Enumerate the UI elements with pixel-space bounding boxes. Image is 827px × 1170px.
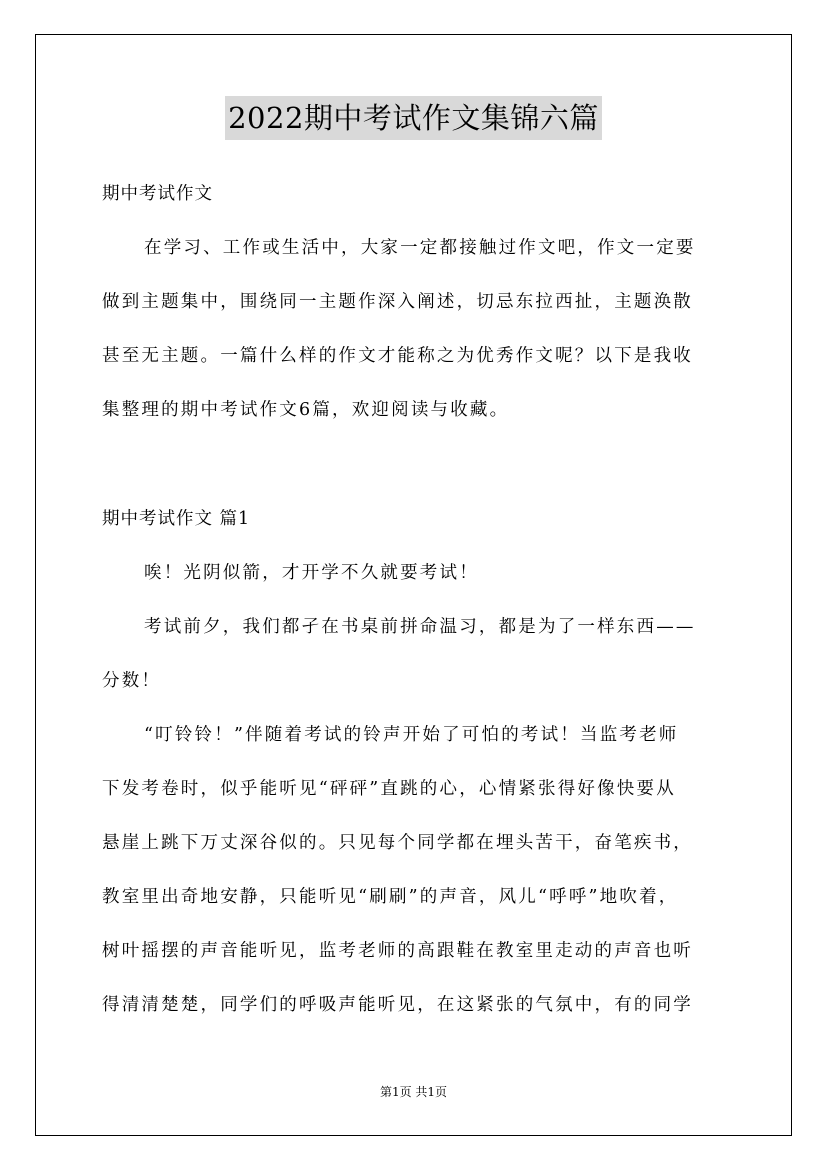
paragraph-line: 下发考卷时，似乎能听见“砰砰”直跳的心，心情紧张得好像快要从 xyxy=(102,779,676,799)
paragraph-line: 考试前夕，我们都孑在书桌前拼命温习，都是为了一样东西—— xyxy=(144,617,696,637)
paragraph-line: 做到主题集中，围绕同一主题作深入阐述，切忌东拉西扯，主题涣散 xyxy=(102,292,693,312)
paragraph-line: 分数！ xyxy=(102,671,162,691)
paragraph-line: 得清清楚楚，同学们的呼吸声能听见，在这紧张的气氛中，有的同学 xyxy=(102,995,693,1015)
page-footer: 第1页 共1页 xyxy=(379,1085,448,1099)
paragraph-line: 甚至无主题。一篇什么样的作文才能称之为优秀作文呢？以下是我收 xyxy=(102,346,693,366)
paragraph-line: 集整理的期中考试作文6篇，欢迎阅读与收藏。 xyxy=(102,400,510,420)
section-heading: 期中考试作文 篇1 xyxy=(102,509,251,529)
title-container xyxy=(0,96,827,140)
paragraph-line: 在学习、工作或生活中，大家一定都接触过作文吧，作文一定要 xyxy=(144,238,696,258)
section-heading: 期中考试作文 xyxy=(102,184,213,204)
paragraph-line: 树叶摇摆的声音能听见，监考老师的高跟鞋在教室里走动的声音也听 xyxy=(102,941,693,961)
paragraph-line: 悬崖上跳下万丈深谷似的。只见每个同学都在埋头苦干，奋笔疾书， xyxy=(102,833,693,853)
document-title: 2022期中考试作文集锦六篇 xyxy=(225,96,602,140)
paragraph-line: 教室里出奇地安静，只能听见“刷刷”的声音，风儿“呼呼”地吹着， xyxy=(102,887,679,907)
paragraph-line: “叮铃铃！”伴随着考试的铃声开始了可怕的考试！当监考老师 xyxy=(144,725,679,745)
paragraph-line: 唉！光阴似箭，才开学不久就要考试！ xyxy=(144,563,479,583)
